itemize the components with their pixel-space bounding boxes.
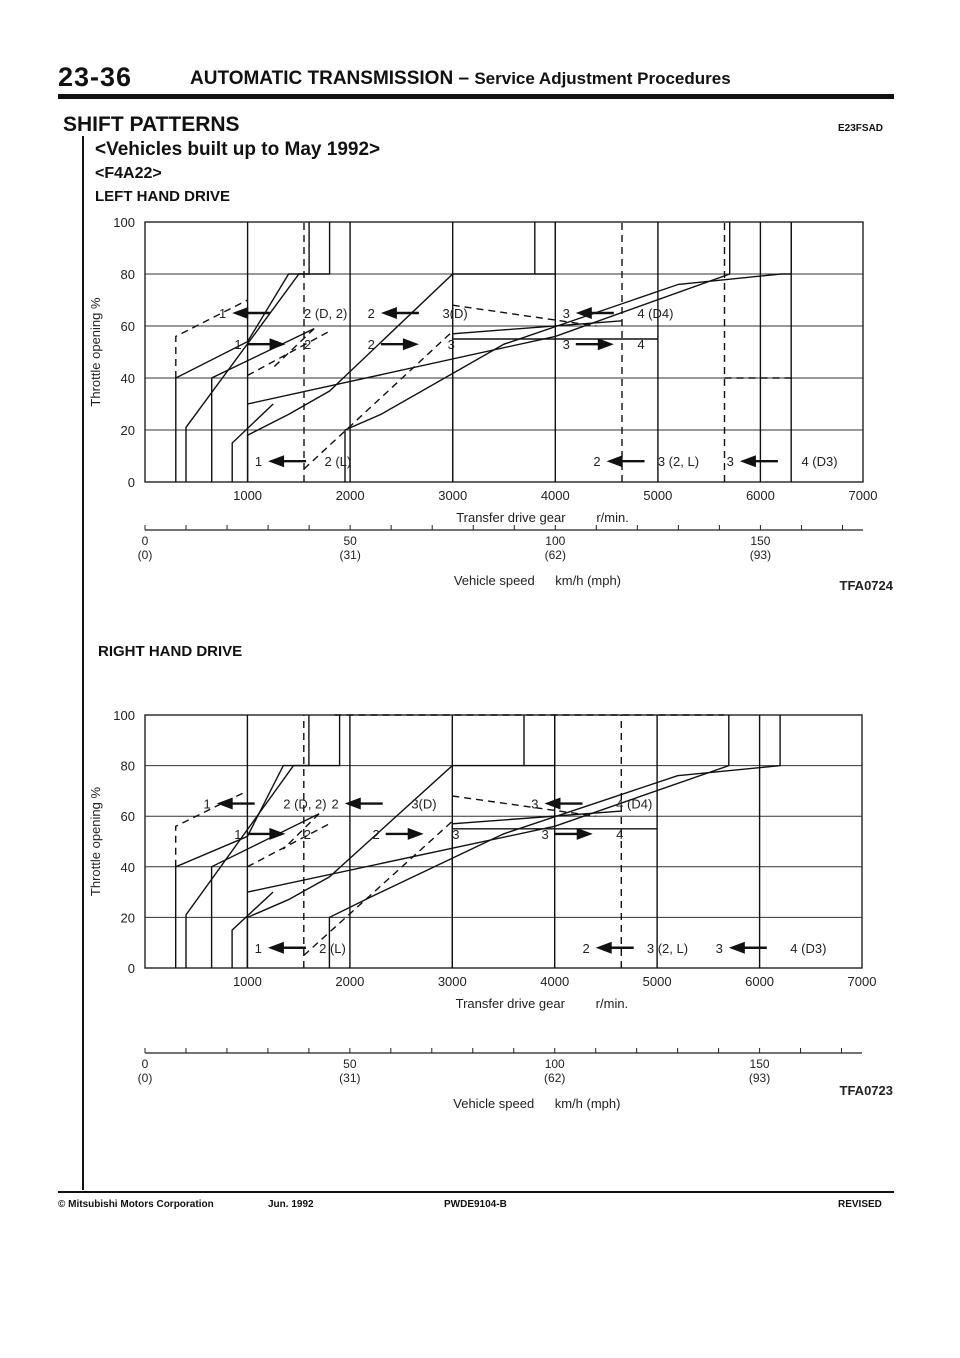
footer-doc-code: PWDE9104-B (444, 1199, 507, 1210)
x-tick-label: 4000 (540, 488, 570, 503)
y-tick-label: 20 (120, 910, 135, 926)
speed-axis-unit: km/h (mph) (555, 573, 622, 588)
shift-label: 3 (447, 337, 455, 353)
figure-code: TFA0723 (839, 1083, 893, 1098)
footer-status: REVISED (838, 1199, 882, 1210)
speed-tick-kmh: 150 (749, 1057, 770, 1071)
shift-label: 2 (331, 796, 339, 812)
shift-label: 1 (203, 796, 211, 812)
shift-label: 4 (637, 337, 645, 353)
shift-line (304, 331, 453, 469)
shift-arrow-head (408, 828, 424, 840)
shift-label: 2 (582, 940, 590, 956)
speed-tick-mph: (31) (339, 548, 361, 562)
x-tick-label: 4000 (540, 974, 570, 989)
x-axis-label: Transfer drive gear (456, 510, 566, 525)
x-tick-label: 7000 (848, 488, 878, 503)
shift-label: 3 (715, 940, 723, 956)
speed-tick-mph: (62) (544, 548, 566, 562)
y-axis-label: Throttle opening % (88, 297, 103, 407)
x-tick-label: 2000 (335, 974, 365, 989)
header-title-main: AUTOMATIC TRANSMISSION (190, 68, 454, 89)
y-tick-label: 40 (120, 371, 135, 386)
shift-arrow-head (268, 455, 284, 467)
chart-title-rhd: RIGHT HAND DRIVE (98, 643, 243, 660)
section-subtitle: <Vehicles built up to May 1992> (95, 139, 381, 160)
shift-label: 2 (303, 337, 312, 353)
shift-arrow-head (270, 338, 286, 350)
shift-arrow-head (729, 942, 745, 954)
speed-tick-mph: (93) (749, 548, 772, 562)
shift-label: 1 (234, 337, 242, 353)
shift-label: 2 (593, 454, 601, 470)
shift-label: 2 (367, 337, 375, 353)
shift-label: 1 (218, 306, 227, 321)
speed-tick-kmh: 0 (141, 1057, 149, 1071)
plot-frame (145, 222, 863, 482)
shift-label: 3 (2, L) (646, 940, 689, 956)
shift-label: 3(D) (442, 306, 468, 321)
footer-rule (58, 1191, 894, 1193)
x-tick-label: 1000 (233, 488, 263, 503)
speed-axis-label: Vehicle speed (453, 573, 535, 588)
x-tick-label: 3000 (437, 974, 467, 989)
shift-label: 3 (562, 306, 570, 321)
shift-line (524, 715, 555, 766)
x-tick-label: 3000 (438, 488, 468, 503)
shift-label: 2 (303, 826, 311, 842)
shift-label: 3 (562, 337, 570, 353)
y-tick-label: 0 (127, 475, 135, 490)
y-tick-label: 80 (120, 758, 135, 774)
page-number: 23-36 (58, 62, 133, 92)
y-tick-label: 60 (120, 319, 135, 334)
y-tick-label: 100 (113, 215, 135, 230)
shift-label: 3 (531, 796, 539, 812)
shift-line (247, 824, 329, 867)
x-axis-unit: r/min. (596, 510, 629, 525)
section-code: E23FSAD (838, 123, 884, 134)
shift-label: 3 (541, 826, 549, 842)
shift-arrow-head (740, 455, 756, 467)
shift-label: 1 (254, 454, 263, 470)
shift-label: 2 (D, 2) (303, 306, 348, 321)
shift-label: 2 (372, 826, 380, 842)
shift-label: 3(D) (411, 796, 437, 812)
speed-tick-mph: (62) (544, 1071, 566, 1085)
shift-pattern-chart-lhd (0, 200, 960, 610)
x-axis-unit: r/min. (595, 996, 629, 1011)
y-tick-label: 80 (120, 267, 135, 282)
shift-label: 4 (D4) (616, 796, 653, 812)
x-axis-label: Transfer drive gear (455, 996, 565, 1011)
shift-line (176, 715, 309, 968)
shift-line (248, 331, 330, 375)
x-tick-label: 5000 (642, 974, 672, 989)
shift-line (176, 222, 312, 482)
speed-tick-kmh: 50 (343, 1057, 357, 1071)
shift-label: 2 (D, 2) (283, 796, 327, 812)
shift-label: 3 (452, 826, 460, 842)
shift-arrow-head (544, 798, 560, 810)
x-tick-label: 6000 (745, 488, 775, 503)
plot-frame (145, 715, 862, 968)
header-dash: – (458, 68, 470, 89)
x-tick-label: 7000 (847, 974, 877, 989)
shift-arrow-head (596, 942, 612, 954)
shift-line (232, 404, 273, 482)
shift-label: 4 (D4) (637, 306, 674, 321)
speed-tick-kmh: 50 (343, 534, 357, 548)
speed-tick-kmh: 100 (544, 1057, 565, 1071)
header-title (190, 68, 731, 90)
shift-label: 2 (L) (324, 454, 352, 470)
figure-code: TFA0724 (839, 578, 893, 593)
model-label: <F4A22> (95, 165, 162, 182)
footer-date: Jun. 1992 (268, 1199, 314, 1210)
shift-line (232, 892, 273, 968)
speed-tick-mph: (0) (137, 1071, 153, 1085)
shift-label: 4 (616, 826, 624, 842)
shift-label: 1 (234, 826, 242, 842)
speed-axis-unit: km/h (mph) (554, 1096, 621, 1111)
shift-label: 3 (2, L) (657, 454, 700, 470)
shift-line (453, 305, 597, 326)
shift-line (452, 796, 595, 816)
shift-pattern-chart-rhd (0, 690, 960, 1110)
header-rule (58, 94, 894, 99)
shift-arrow-head (598, 338, 614, 350)
shift-label: 3 (726, 454, 734, 470)
y-tick-label: 0 (127, 961, 135, 976)
shift-label: 1 (254, 940, 262, 956)
speed-tick-kmh: 100 (545, 534, 566, 548)
y-tick-label: 100 (113, 708, 135, 723)
x-tick-label: 6000 (745, 974, 775, 989)
section-title: SHIFT PATTERNS (63, 113, 240, 136)
x-tick-label: 2000 (335, 488, 365, 503)
shift-label: 4 (D3) (801, 454, 838, 470)
speed-tick-kmh: 0 (141, 534, 149, 548)
footer-copyright: © Mitsubishi Motors Corporation (58, 1199, 214, 1210)
x-tick-label: 5000 (643, 488, 673, 503)
speed-tick-mph: (31) (339, 1071, 361, 1085)
speed-tick-kmh: 150 (750, 534, 771, 548)
chart-title-lhd: LEFT HAND DRIVE (95, 188, 230, 205)
shift-arrow-head (381, 307, 397, 319)
shift-arrow-head (269, 828, 285, 840)
shift-label: 4 (D3) (790, 940, 827, 956)
shift-arrow-head (217, 798, 233, 810)
speed-tick-mph: (0) (137, 548, 153, 562)
y-tick-label: 40 (120, 859, 135, 875)
shift-arrow-head (345, 798, 361, 810)
speed-tick-mph: (93) (748, 1071, 771, 1085)
shift-line (452, 811, 624, 968)
shift-arrow-head (607, 455, 623, 467)
shift-arrow-head (577, 828, 593, 840)
shift-label: 2 (367, 306, 375, 321)
x-tick-label: 1000 (232, 974, 262, 989)
header-subtitle: Service Adjustment Procedures (474, 69, 731, 88)
shift-line (535, 222, 556, 274)
y-axis-label: Throttle opening % (88, 786, 103, 897)
y-tick-label: 20 (120, 423, 135, 438)
speed-axis-label: Vehicle speed (453, 1096, 535, 1111)
shift-arrow-head (268, 942, 284, 954)
y-tick-label: 60 (120, 809, 135, 825)
shift-arrow-head (403, 338, 419, 350)
shift-arrow-head (232, 307, 248, 319)
shift-label: 2 (L) (319, 940, 346, 956)
